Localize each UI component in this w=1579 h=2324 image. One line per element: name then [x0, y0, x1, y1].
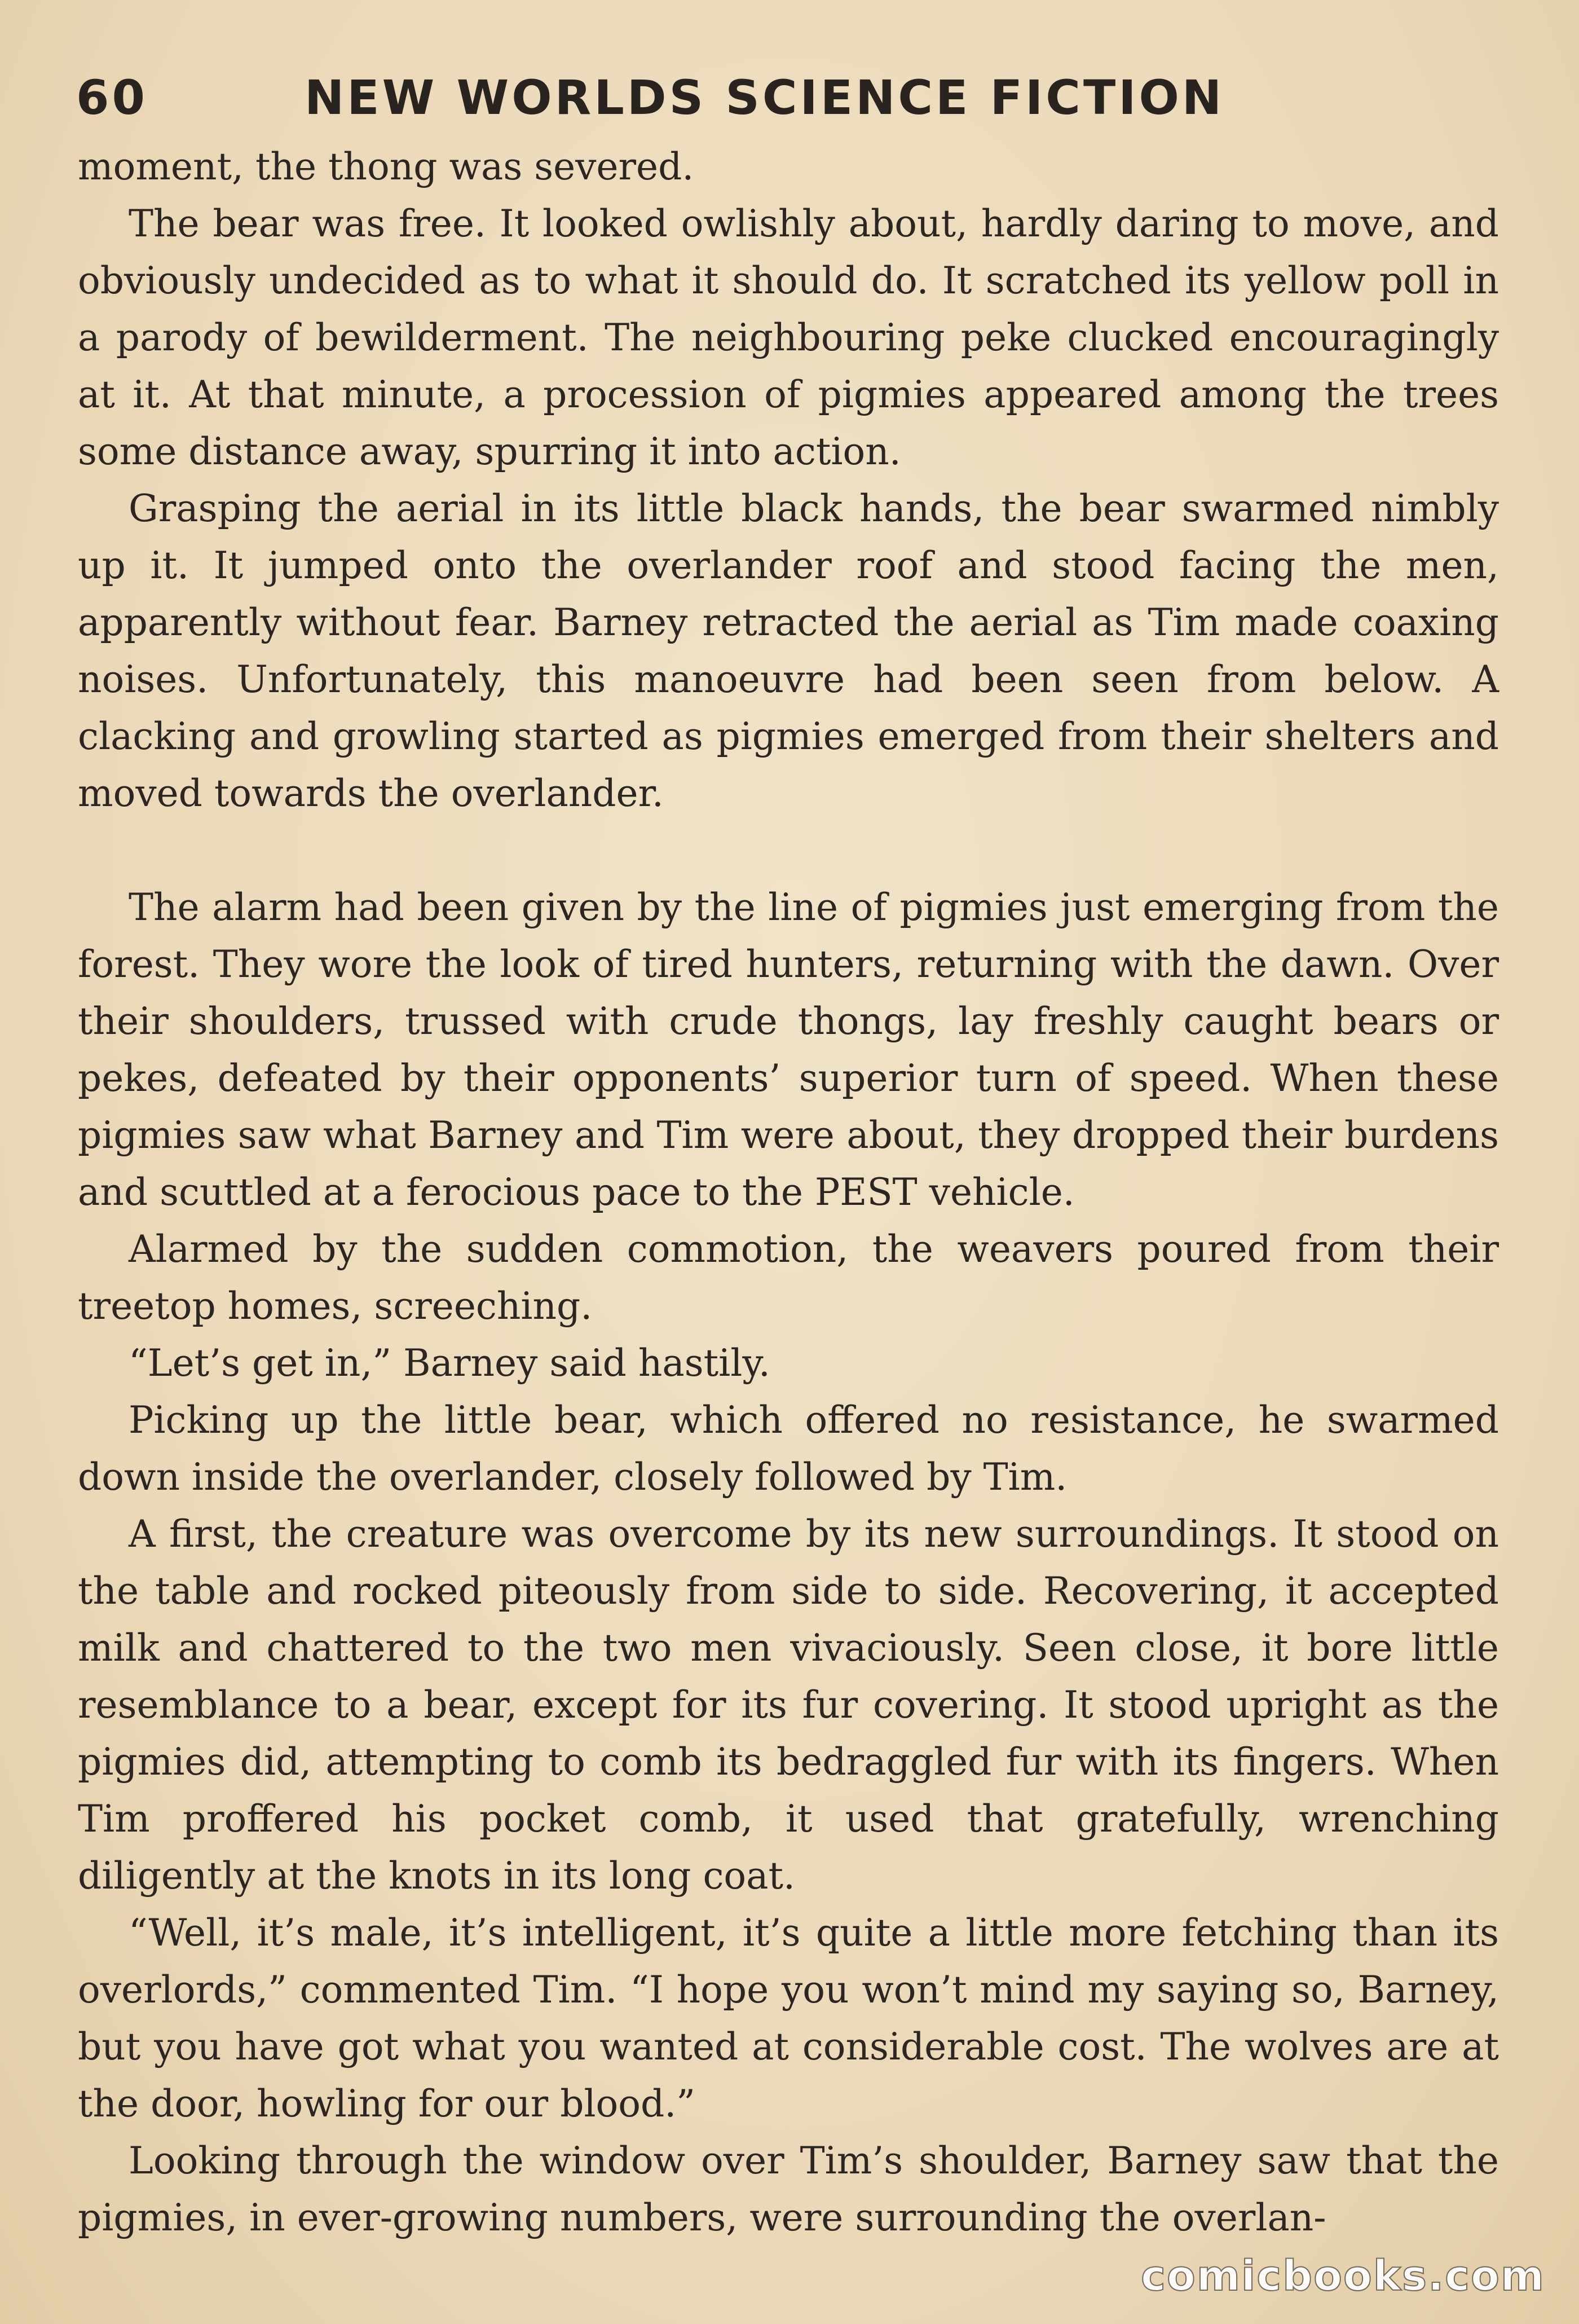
running-header	[76, 67, 1497, 129]
body-text	[78, 138, 1499, 2246]
watermark: comicbooks.com	[1141, 2252, 1545, 2300]
paragraph: moment, the thong was severed.	[78, 145, 694, 188]
paragraph: Picking up the little bear, which offered no resistance, he swarmed down inside the overlander, closely followed by Tim.	[78, 1398, 1499, 1499]
paragraph: “Let’s get in,” Barney said hastily.	[129, 1341, 770, 1385]
paragraph: Alarmed by the sudden commotion, the weavers poured from their treetop homes, screeching.	[78, 1227, 1499, 1328]
paragraph: A first, the creature was overcome by its new surroundings. It stood on the table and rocked piteously from side to side. Recovering, it accepted milk and chattered to the two men vivaciously. Seen close, it bore little resemblance to a bear, except for its fur covering. It stood upright as the pigmies did, attempting to comb its bedraggled fur with its fingers. When Tim proffered his pocket comb, it used that gratefully, wrenching diligently at the knots in its long coat.	[78, 1512, 1499, 1898]
paragraph: The alarm had been given by the line of pigmies just emerging from the forest. They wore the look of tired hunters, returning with the dawn. Over their shoulders, trussed with crude thongs, lay freshly caught bears or pekes, defeated by their opponents’ superior turn of speed. When these pigmies saw what Barney and Tim were about, they dropped their burdens and scuttled at a ferocious pace to the PEST vehicle.	[78, 886, 1499, 1214]
paragraph: The bear was free. It looked owlishly about, hardly daring to move, and obviously undecided as to what it should do. It scratched its yellow poll in a parody of bewilderment. The neighbouring peke clucked encouragingly at it. At that minute, a procession of pigmies appeared among the trees some distance away, spurring it into action.	[78, 202, 1499, 473]
magazine-title: NEW WORLDS SCIENCE FICTION	[305, 70, 1225, 125]
page-number: 60	[76, 70, 148, 125]
paragraph: Grasping the aerial in its little black hands, the bear swarmed nimbly up it. It jumped onto the overlander roof and stood facing the men, apparently without fear. Barney retracted the aerial as Tim made coaxing noises. Unfortunately, this manoeuvre had been seen from below. A clacking and growling started as pigmies emerged from their shelters and moved towards the overlander.	[78, 487, 1499, 815]
paragraph: Looking through the window over Tim’s shoulder, Barney saw that the pigmies, in ever-growing numbers, were surrounding the overlan-	[78, 2139, 1499, 2239]
paragraph: “Well, it’s male, it’s intelligent, it’s quite a little more fetching than its overlords,” commented Tim. “I hope you won’t mind my saying so, Barney, but you have got what you wanted at considerable cost. The wolves are at the door, howling for our blood.”	[78, 1911, 1499, 2125]
